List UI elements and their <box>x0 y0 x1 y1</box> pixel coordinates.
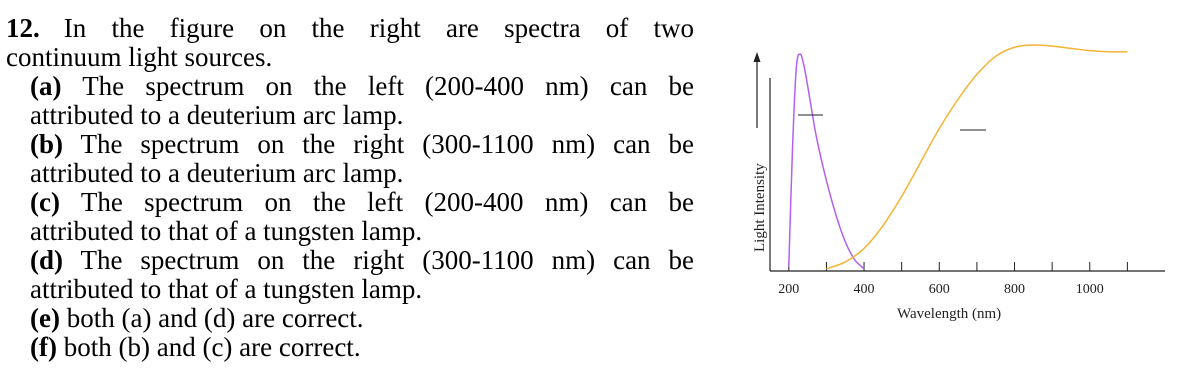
option-a-text-line-1: The spectrum on the left (200-400 nm) can be <box>82 71 694 101</box>
option-f-text: both (b) and (c) are correct. <box>63 332 361 362</box>
question-block <box>6 14 696 362</box>
right-spectrum-curve <box>826 45 1127 269</box>
spectra-chart <box>720 0 1177 382</box>
left-spectrum-curve <box>789 54 864 269</box>
option-b[interactable] <box>6 130 694 188</box>
option-e-letter: (e) <box>30 303 60 333</box>
y-axis-label: Light Intensity <box>752 163 768 252</box>
option-c[interactable] <box>6 188 694 246</box>
x-tick-label-200: 200 <box>778 282 800 297</box>
x-tick-label-600: 600 <box>928 282 950 297</box>
option-a-letter: (a) <box>30 71 62 101</box>
option-b-text-line-1: The spectrum on the right (300-1100 nm) can be <box>80 129 695 159</box>
option-a-text-line-2: attributed to a deuterium arc lamp. <box>30 100 404 130</box>
option-a[interactable] <box>6 72 694 130</box>
question-stem-line-1 <box>6 14 694 43</box>
option-e-text: both (a) and (d) are correct. <box>66 303 364 333</box>
option-f[interactable] <box>6 333 674 362</box>
question-number: 12. <box>6 13 40 43</box>
y-axis-arrow <box>754 52 761 128</box>
option-c-text-line-1: The spectrum on the left (200-400 nm) can be <box>80 187 694 217</box>
option-b-text-line-2: attributed to a deuterium arc lamp. <box>30 158 404 188</box>
option-d-text-line-1: The spectrum on the right (300-1100 nm) can be <box>80 245 695 275</box>
x-axis-ticks <box>789 262 1128 271</box>
option-d[interactable] <box>6 246 694 304</box>
option-b-letter: (b) <box>30 129 63 159</box>
option-f-letter: (f) <box>30 332 57 362</box>
x-tick-label-800: 800 <box>1004 282 1026 297</box>
x-axis-label: Wavelength (nm) <box>897 306 1002 322</box>
question-stem-line-2: continuum light sources. <box>6 42 273 72</box>
option-d-text-line-2: attributed to that of a tungsten lamp. <box>30 274 423 304</box>
option-c-text-line-2: attributed to that of a tungsten lamp. <box>30 216 423 246</box>
x-tick-label-1000: 1000 <box>1075 282 1104 297</box>
option-c-letter: (c) <box>30 187 60 217</box>
option-e[interactable] <box>6 304 674 333</box>
answer-options <box>6 72 696 362</box>
x-axis-tick-labels <box>778 282 1103 297</box>
spectra-figure <box>720 0 1177 382</box>
spectra-series <box>789 45 1128 269</box>
x-tick-label-400: 400 <box>853 282 875 297</box>
option-d-letter: (d) <box>30 245 63 275</box>
question-stem-text: In the figure on the right are spectra of two <box>63 13 694 43</box>
